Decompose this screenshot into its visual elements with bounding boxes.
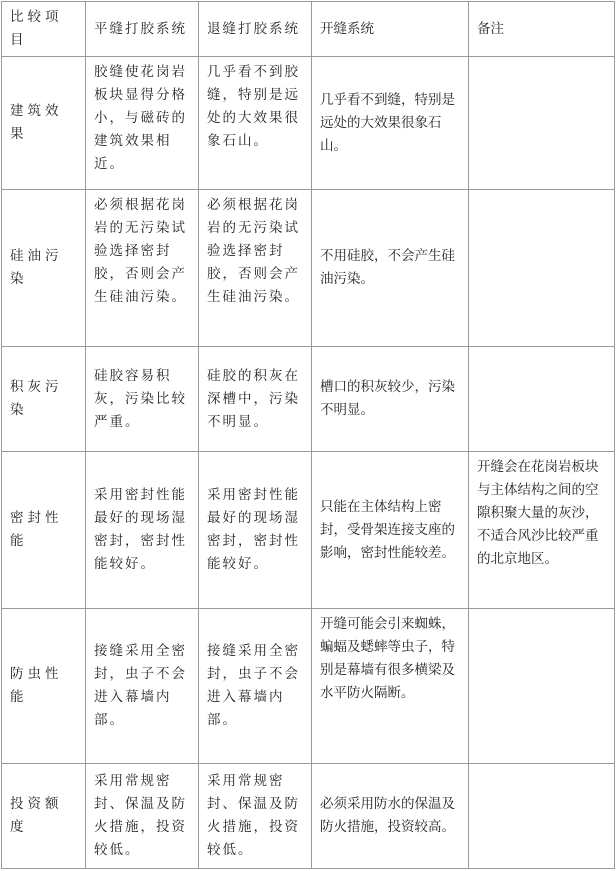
cell-open: 槽口的积灰较少，污染不明显。: [312, 347, 469, 452]
row-item: 硅油污染: [2, 190, 86, 347]
cell-open: 开缝可能会引来蜘蛛，蝙蝠及蟋蟀等虫子，特别是幕墙有很多横梁及水平防火隔断。: [312, 609, 469, 764]
cell-recessed: 采用常规密封、保温及防火措施，投资较低。: [199, 764, 312, 869]
cell-recessed: 几乎看不到胶缝，特别是远处的大效果很象石山。: [199, 57, 312, 190]
cell-note: [469, 190, 615, 347]
row-item: 投资额度: [2, 764, 86, 869]
comparison-table: [1, 1, 615, 869]
cell-flat: 采用常规密封、保温及防火措施，投资较低。: [86, 764, 199, 869]
header-item: 比较项目: [2, 2, 86, 57]
header-flat-seal: 平缝打胶系统: [86, 2, 199, 57]
row-item: 防虫性能: [2, 609, 86, 764]
table-row: [2, 190, 615, 347]
cell-flat: 胶缝使花岗岩板块显得分格小，与磁砖的建筑效果相近。: [86, 57, 199, 190]
row-item: 积灰污染: [2, 347, 86, 452]
cell-open: 不用硅胶，不会产生硅油污染。: [312, 190, 469, 347]
table-row: [2, 764, 615, 869]
cell-recessed: 硅胶的积灰在深槽中，污染不明显。: [199, 347, 312, 452]
cell-note: [469, 609, 615, 764]
cell-recessed: 采用密封性能最好的现场湿密封，密封性能较好。: [199, 452, 312, 609]
cell-open: 几乎看不到缝，特别是远处的大效果很象石山。: [312, 57, 469, 190]
cell-flat: 采用密封性能最好的现场湿密封，密封性能较好。: [86, 452, 199, 609]
cell-flat: 必须根据花岗岩的无污染试验选择密封胶，否则会产生硅油污染。: [86, 190, 199, 347]
row-item: 密封性能: [2, 452, 86, 609]
cell-open: 只能在主体结构上密封，受骨架连接支座的影响，密封性能较差。: [312, 452, 469, 609]
table-row: [2, 452, 615, 609]
cell-note: [469, 57, 615, 190]
header-row: [2, 2, 615, 57]
header-note: 备注: [469, 2, 615, 57]
table-row: [2, 347, 615, 452]
table-row: [2, 609, 615, 764]
cell-note: [469, 347, 615, 452]
cell-note: [469, 764, 615, 869]
table-row: [2, 57, 615, 190]
cell-note: 开缝会在花岗岩板块与主体结构之间的空隙积聚大量的灰沙，不适合风沙比较严重的北京地区。: [469, 452, 615, 609]
cell-flat: 接缝采用全密封，虫子不会进入幕墙内部。: [86, 609, 199, 764]
header-recessed-seal: 退缝打胶系统: [199, 2, 312, 57]
cell-open: 必须采用防水的保温及防火措施，投资较高。: [312, 764, 469, 869]
cell-recessed: 必须根据花岗岩的无污染试验选择密封胶，否则会产生硅油污染。: [199, 190, 312, 347]
row-item: 建筑效果: [2, 57, 86, 190]
cell-recessed: 接缝采用全密封，虫子不会进入幕墙内部。: [199, 609, 312, 764]
cell-flat: 硅胶容易积灰，污染比较严重。: [86, 347, 199, 452]
header-open-joint: 开缝系统: [312, 2, 469, 57]
